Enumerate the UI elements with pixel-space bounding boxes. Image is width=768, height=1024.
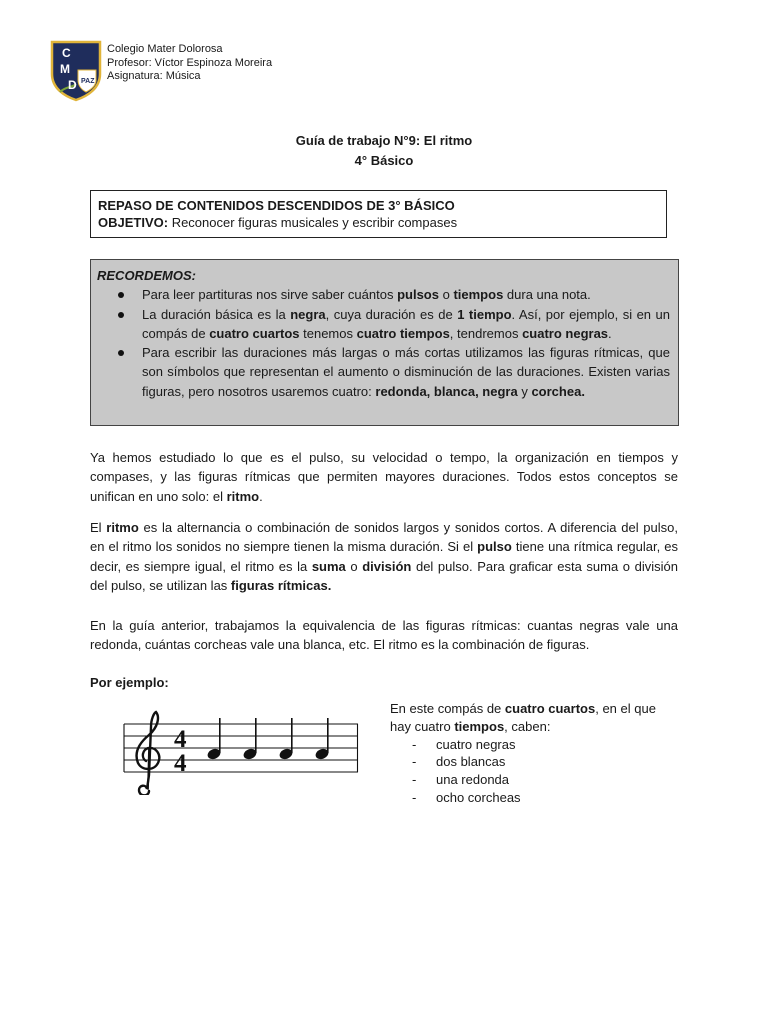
recall-bullet-3: [97, 343, 670, 401]
text-run: En este compás de: [390, 701, 505, 716]
text-run: .: [259, 488, 263, 504]
review-box: [90, 190, 667, 238]
text-run: Ya hemos estudiado lo que es el pulso, su velocidad o tempo, la organización en tiempos y compases, y las figuras rítmicas que permiten mayores duraciones. Todos estos conceptos se unifican en uno solo: el: [90, 450, 678, 504]
music-staff: [122, 705, 362, 795]
recall-title: RECORDEMOS:: [97, 268, 196, 283]
teacher-name: Profesor: Víctor Espinoza Moreira: [107, 56, 273, 69]
text-run: o: [438, 287, 454, 303]
bold-run: cuatro negras: [522, 325, 609, 341]
text-run: dura una nota.: [503, 287, 591, 303]
bold-run: figuras rítmicas.: [230, 577, 332, 593]
bold-run: redonda, blanca, negra: [375, 383, 518, 399]
text-run: es la alternancia o combinación de sonidos largos y sonidos cortos. A diferencia del pulso, en el ritmo los sonidos no siempre tienen la misma duración. Si el: [90, 520, 679, 555]
text-run: o: [345, 558, 363, 574]
example-item: - ocho corcheas: [390, 789, 660, 807]
paragraph-rhythm-definition: [90, 518, 678, 595]
paragraph-rhythm-intro: [90, 448, 678, 506]
crest-badge-text: PAZ: [81, 78, 95, 85]
bold-run: cuatro cuartos: [504, 701, 596, 716]
school-crest-logo: [50, 40, 102, 102]
text-run: . Así, por ejemplo, si en un compás de: [142, 306, 670, 341]
text-run: Para escribir las duraciones más largas o más cortas utilizamos las figuras rítmicas, que son símbolos que representan el aumento o disminución de las duraciones. Existen varias figuras, pero nosotros usaremos cuatro:: [142, 345, 670, 399]
bold-run: cuatro tiempos: [356, 325, 450, 341]
objective-line: [98, 214, 659, 231]
example-label: Por ejemplo:: [90, 675, 169, 690]
bold-run: ritmo: [106, 520, 139, 535]
grade-title: 4° Básico: [354, 153, 414, 168]
text-run: tenemos: [299, 325, 357, 341]
example-intro: [390, 700, 660, 736]
crest-letter-c: C: [62, 46, 71, 60]
text-run: tiene una rítmica regular, es decir, es siempre igual, el ritmo es la: [90, 539, 679, 574]
staff-lines: [124, 724, 358, 772]
crest-letter-d: D: [68, 78, 77, 92]
recall-bullet-list: [97, 285, 670, 401]
paragraph-previous-guide: En la guía anterior, trabajamos la equivalencia de las figuras rítmicas: cuantas negras vale una redonda, cuántas corcheas vale una blanca, etc. El ritmo es la combinación de figuras.: [90, 618, 678, 653]
text-run: , tendremos: [449, 325, 523, 341]
text-run: La duración básica es la: [142, 306, 291, 322]
recall-bullet-1: [97, 285, 670, 304]
example-item: - una redonda: [390, 771, 660, 789]
recall-box: [90, 259, 679, 426]
example-item-list: [390, 736, 660, 807]
text-run: , caben:: [504, 718, 551, 734]
text-run: del pulso. Para graficar esta suma o división del pulso, se utilizan las: [90, 558, 678, 593]
text-run: El: [90, 520, 107, 535]
time-signature-top: 4: [174, 726, 187, 753]
school-name: Colegio Mater Dolorosa: [107, 43, 223, 55]
bold-run: tiempos: [453, 287, 504, 303]
bold-run: cuatro cuartos: [209, 325, 300, 341]
subject-name: Asignatura: Música: [107, 70, 201, 82]
text-run: , cuya duración es de: [325, 306, 458, 322]
bold-run: ritmo: [226, 488, 260, 504]
bold-run: suma: [311, 558, 346, 574]
review-heading: REPASO DE CONTENIDOS DESCENDIDOS DE 3° BÁSICO: [98, 198, 455, 213]
bold-run: negra: [290, 306, 326, 322]
bold-run: pulsos: [397, 287, 439, 303]
objective-label: OBJETIVO:: [98, 215, 169, 230]
bold-run: 1 tiempo: [457, 306, 512, 322]
recall-bullet-2: [97, 305, 670, 344]
text-run: Para leer partituras nos sirve saber cuántos: [142, 287, 398, 303]
text-run: .: [608, 325, 612, 341]
bold-run: pulso: [477, 539, 512, 555]
objective-text: Reconocer figuras musicales y escribir compases: [168, 215, 458, 230]
guide-title: Guía de trabajo N°9: El ritmo: [295, 133, 473, 148]
bold-run: corchea.: [531, 383, 585, 399]
bold-run: tiempos: [454, 718, 505, 734]
example-explanation: [390, 700, 660, 807]
time-signature-bottom: 4: [174, 750, 187, 777]
example-item: - dos blancas: [390, 753, 660, 771]
text-run: y: [517, 383, 532, 399]
text-run: , en el que hay cuatro: [390, 701, 656, 734]
bold-run: división: [362, 558, 412, 574]
crest-letter-m: M: [60, 62, 70, 76]
example-item: - cuatro negras: [390, 736, 660, 754]
